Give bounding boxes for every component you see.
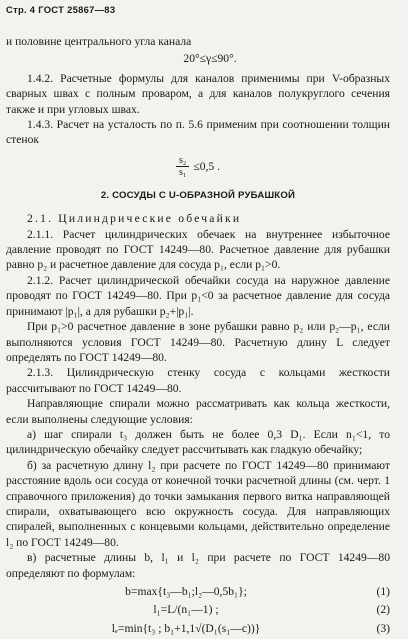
equation-1 xyxy=(6,584,390,599)
paragraph-2-1-1: 2.1.1. Расчет цилиндрических обечаек на внутреннее избыточное давление проводят по ГОСТ 14249—80. Расчетное давление для рубашки равно p₂ и расчетное давление для сосуда p₁, если p₁>0. xyxy=(6,227,390,272)
equation-1-number: (1) xyxy=(376,585,390,598)
formula-angle: 20°≤γ≤90°. xyxy=(183,52,237,66)
formula-thickness-ratio xyxy=(6,155,390,178)
paragraph-1-4-3: 1.4.3. Расчет на усталость по п. 5.6 применим при соотношении толщин стенок xyxy=(6,118,390,147)
fraction-numerator: s₂ xyxy=(176,155,189,167)
equation-3-expression: lₑ=min{t₃ ; b₁+1,1√(D₁(s₁—c))} xyxy=(111,621,261,635)
equation-3-number: (3) xyxy=(376,621,390,635)
condition-c: в) расчетные длины b, l₁ и l₂ при расчете по ГОСТ 14249—80 определяют по формулам: xyxy=(6,551,390,580)
subsection-2-1-heading: 2.1. Цилиндрические обечайки xyxy=(27,212,242,226)
equation-2-expression: l₁=L/(n₁—1) ; xyxy=(153,603,219,617)
paragraph-1-4-2: 1.4.2. Расчетные формулы для каналов применимы при V-образных сварных швах с полным проваром, а для каналов полукруглого сечения также и при угловых швах. xyxy=(6,71,390,116)
paragraph-spirals: Направляющие спирали можно рассматривать как кольца жесткости, если выполнены следующие условия: xyxy=(6,397,390,426)
paragraph-2-1-2-continued: При p₁>0 расчетное давление в зоне рубашки равно p₂ или p₂—p₁, если выполняются условия ГОСТ 14249—80. Расчетную длину L следует определять по ГОСТ 14249—80. xyxy=(6,320,390,364)
page-header: Стр. 4 ГОСТ 25867—83 xyxy=(6,4,116,15)
equation-3 xyxy=(6,621,390,636)
paragraph-continuation: и половине центрального угла канала xyxy=(6,35,192,48)
fraction-denominator: s₁ xyxy=(178,166,187,178)
equation-1-expression: b=max{t₃—b₁;l₂—0,5b₁}; xyxy=(125,585,247,598)
paragraph-2-1-2: 2.1.2. Расчет цилиндрической обечайки сосуда на наружное давление проводят по ГОСТ 14249—80. При p₁<0 за расчетное давление для сосуда принимают |p₁|, а для рубашки p₂+|p₁|. xyxy=(6,273,390,318)
condition-b: б) за расчетную длину l₂ при расчете по ГОСТ 14249—80 принимают расстояние вдоль оси сосуда от конечной точки расчетной длины (см. черт. 1 справочного приложения) до точки замыкания первого витка направляющей спирали, охватывающего всю окружность сосуда. Для направляющих спиралей, выполненных с концевыми кольцами, действительно определение l₂ по ГОСТ 14249—80. xyxy=(6,458,390,549)
section-title: 2. СОСУДЫ С U-ОБРАЗНОЙ РУБАШКОЙ xyxy=(100,189,296,201)
fraction-rest: ≤0,5 . xyxy=(193,159,221,173)
paragraph-2-1-3: 2.1.3. Цилиндрическую стенку сосуда с кольцами жесткости рассчитывают по ГОСТ 14249—80. xyxy=(6,366,390,395)
condition-a: а) шаг спирали t₃ должен быть не более 0,3 D₁. Если n₁<1, то цилиндрическую обечайку следует рассчитывать как гладкую обечайку; xyxy=(6,427,390,457)
equation-2-number: (2) xyxy=(376,603,390,617)
body-text xyxy=(6,34,390,639)
